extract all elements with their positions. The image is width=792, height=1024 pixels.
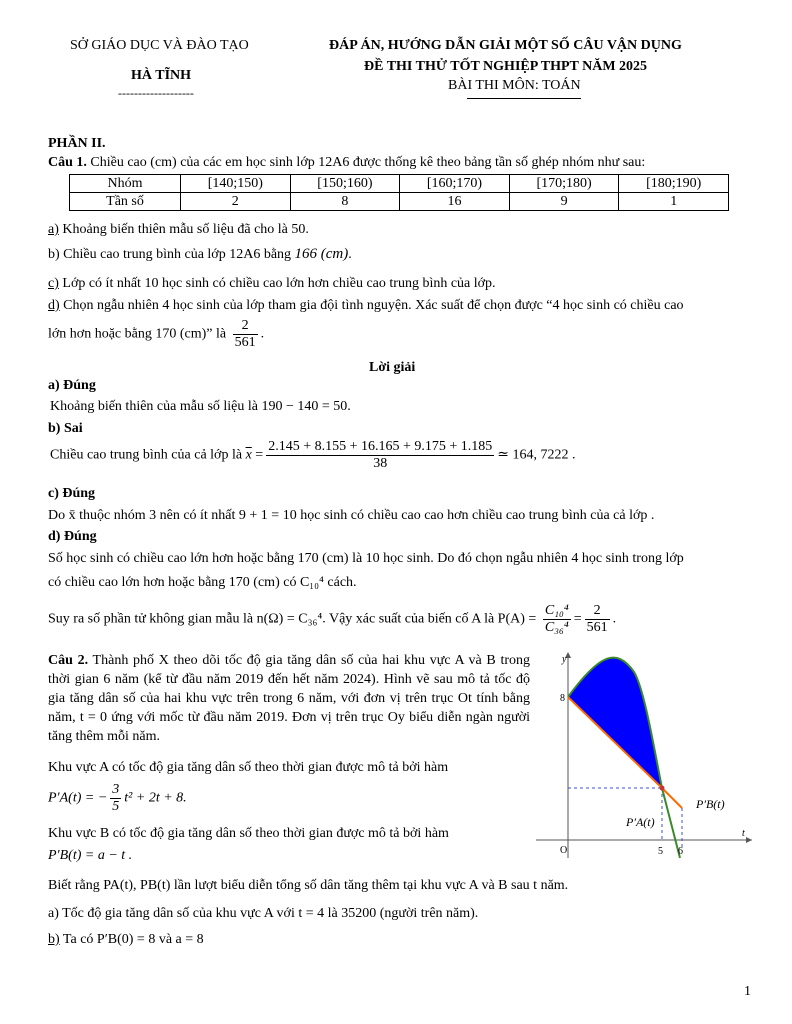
- header-province: HÀ TĨNH: [131, 68, 192, 83]
- solution-d-text1: Số học sinh có chiều cao lớn hơn hoặc bằng 170 (cm) là 10 học sinh. Do đó chọn ngẫu nhiên 4 học sinh trong lớp: [48, 551, 684, 566]
- q1-statement-d: [48, 298, 684, 314]
- solution-d-fraction1: [543, 603, 571, 636]
- y-tick-8: 8: [560, 693, 565, 704]
- q1-label: Câu 1.: [48, 155, 87, 170]
- solution-d-fraction2: [585, 603, 610, 636]
- y-axis-label: y: [562, 654, 567, 665]
- q2-region-b-text: Khu vực B có tốc độ gia tăng dân số theo thời gian được mô tả bởi hàm: [48, 826, 449, 841]
- solution-c-head: c) Đúng: [48, 486, 96, 501]
- t-tick-5: 5: [658, 846, 663, 857]
- q2-intro-text: Thành phố X theo dõi tốc độ gia tăng dân số của hai khu vực A và B trong thời gian 6 năm (kể từ đầu năm 2019 đến hết năm 2024). Hình vẽ sau mô tả tốc độ gia tăng dân số của hai khu vực trên trong 6 năm, với đơn vị trên trục Ot tính bằng năm, t = 0 ứng với mốc từ đầu năm 2019. Đơn vị trên trục Oy biểu diễn ngàn người tăng thêm mỗi năm.: [48, 653, 531, 744]
- q2-intro: [48, 651, 530, 746]
- solution-title: Lời giải: [369, 360, 416, 375]
- table-cell: [180;190): [619, 175, 729, 193]
- t-axis-arrow-icon: [746, 837, 752, 843]
- part-title: PHẦN II.: [48, 136, 106, 151]
- q1-a-text: Khoảng biến thiên mẫu số liệu đã cho là 50.: [58, 222, 309, 237]
- t-axis-label: t: [742, 828, 745, 839]
- solution-a-head: a) Đúng: [48, 378, 96, 393]
- solution-d-formula: [48, 603, 616, 636]
- table-cell: [140;150): [181, 175, 291, 193]
- q2-b-text: Ta có P′B(0) = 8 và a = 8: [59, 932, 204, 947]
- fraction-den: 561: [234, 335, 256, 350]
- intersection-point: [660, 786, 665, 791]
- table-cell: 8: [290, 193, 400, 211]
- fraction-den: 561: [586, 620, 608, 635]
- fraction-num: 2: [585, 603, 610, 620]
- table-cell: 1: [619, 193, 729, 211]
- q2-statement-b: [48, 932, 204, 948]
- q2-formula-b: P′B(t) = a − t .: [48, 848, 133, 863]
- q2-statement-a: a) Tốc độ gia tăng dân số của khu vực A với t = 4 là 35200 (người trên năm).: [48, 906, 479, 921]
- formula-a-lhs: P′A(t) = −: [48, 790, 108, 806]
- header-title: ĐÁP ÁN, HƯỚNG DẪN GIẢI MỘT SỐ CÂU VẬN DỤNG: [329, 38, 682, 53]
- fraction-num: C₁₀⁴: [544, 603, 569, 618]
- table-cell: [160;170): [400, 175, 510, 193]
- t-tick-6: 6: [678, 846, 683, 857]
- table-row: [70, 193, 729, 211]
- solution-d-text3: Suy ra số phần tử không gian mẫu là n(Ω) = C₃₆⁴. Vậy xác suất của biến cố A là P(A) =: [48, 611, 540, 627]
- header-subject: BÀI THI MÔN: TOÁN: [448, 78, 581, 93]
- formula-a-fraction: [110, 782, 121, 815]
- table-row: [70, 175, 729, 193]
- q2-region-a-text: Khu vực A có tốc độ gia tăng dân số theo thời gian được mô tả bởi hàm: [48, 760, 449, 775]
- solution-c-text: Do x̄ thuộc nhóm 3 nên có ít nhất 9 + 1 = 10 học sinh có chiều cao cao hơn chiều cao trung bình của cả lớp .: [48, 508, 655, 523]
- table-cell: [150;160): [290, 175, 400, 193]
- q2-total-text: Biết rằng PA(t), PB(t) lần lượt biểu diễn tổng số dân tăng thêm tại khu vực A và B sau t năm.: [48, 878, 569, 893]
- q1-statement-a: [48, 222, 309, 238]
- table-cell: [170;180): [509, 175, 619, 193]
- q1-d-text: Chọn ngẫu nhiên 4 học sinh của lớp tham gia đội tình nguyện. Xác suất để chọn được “4 học sinh có chiều cao: [59, 298, 684, 313]
- fraction-num: 3: [112, 782, 120, 797]
- q1-a-prefix: a): [48, 222, 59, 237]
- q2-formula-a: [48, 782, 187, 815]
- q1-d-end: .: [260, 326, 265, 342]
- q1-statement-c: [48, 276, 496, 292]
- solution-d-text2: có chiều cao lớn hơn hoặc bằng 170 (cm) có C₁₀⁴ cách.: [48, 575, 357, 590]
- equals-sign: =: [573, 611, 582, 627]
- solution-b-fraction: [266, 439, 494, 472]
- q1-d-text2: lớn hơn hoặc bằng 170 (cm)” là: [48, 326, 230, 342]
- fraction-num: 2: [233, 318, 258, 335]
- area-between-curves: [568, 658, 662, 788]
- q1-statement-d-cont: [48, 318, 264, 351]
- q1-b-text: Chiều cao trung bình của lớp 12A6 bằng: [59, 247, 295, 262]
- q1-b-end: .: [348, 247, 352, 262]
- table-cell: 2: [181, 193, 291, 211]
- label-pb: P′B(t): [696, 797, 725, 811]
- solution-b-formula: Chiều cao trung bình của cả lớp là $\overline{x}$ = $\frac{2.145 + 8.155 + 16.165 + 9.175 + 1.185}{38}$ ≃ 164, 7222 .: [50, 439, 576, 471]
- fraction-den: 5: [112, 799, 120, 814]
- table-header-group: Nhóm: [70, 175, 181, 193]
- page-number: 1: [744, 984, 751, 999]
- solution-d-head: d) Đúng: [48, 529, 97, 544]
- origin-label: O: [560, 845, 568, 856]
- q1-statement-b: [48, 246, 352, 263]
- header-subtitle: ĐỀ THI THỬ TỐT NGHIỆP THPT NĂM 2025: [364, 59, 648, 74]
- solution-b-head: b) Sai: [48, 421, 83, 436]
- solution-a-text: Khoảng biến thiên của mẫu số liệu là 190 − 140 = 50.: [50, 399, 351, 414]
- solution-b-text: Chiều cao trung bình của cả lớp là: [50, 447, 246, 463]
- q1-b-prefix: b): [48, 247, 60, 262]
- fraction-num: 2.145 + 8.155 + 16.165 + 9.175 + 1.185: [268, 439, 493, 454]
- q1-stem-text: Chiều cao (cm) của các em học sinh lớp 12A6 được thống kê theo bảng tần số ghép nhóm như sau:: [90, 155, 646, 170]
- solution-b-result: ≃ 164, 7222 .: [497, 447, 576, 463]
- table-cell: 9: [509, 193, 619, 211]
- q1-d-fraction: [233, 318, 258, 351]
- formula-a-rhs: t² + 2t + 8.: [124, 790, 187, 806]
- solution-d-end: .: [612, 611, 617, 627]
- label-pa: P′A(t): [626, 815, 655, 829]
- q1-c-prefix: c): [48, 276, 59, 291]
- q1-stem: [48, 155, 645, 171]
- q1-d-prefix: d): [48, 298, 60, 313]
- q1-b-value: 166 (cm): [294, 246, 349, 262]
- frequency-table: [69, 174, 729, 211]
- table-cell: 16: [400, 193, 510, 211]
- mean-symbol: $\overline{x}$: [245, 447, 252, 463]
- header-dept: SỞ GIÁO DỤC VÀ ĐÀO TẠO: [70, 38, 249, 53]
- header-dashes: -------------------: [118, 86, 194, 100]
- fraction-den: C₃₆⁴: [544, 620, 569, 635]
- q1-c-text: Lớp có ít nhất 10 học sinh có chiều cao lớn hơn chiều cao trung bình của lớp.: [58, 276, 496, 291]
- table-header-freq: Tần số: [70, 193, 181, 211]
- q2-b-prefix: b): [48, 932, 60, 947]
- q2-label: Câu 2.: [48, 653, 89, 668]
- header-underline: [467, 98, 581, 99]
- population-rate-figure: [536, 648, 758, 860]
- fraction-den: 38: [373, 456, 388, 471]
